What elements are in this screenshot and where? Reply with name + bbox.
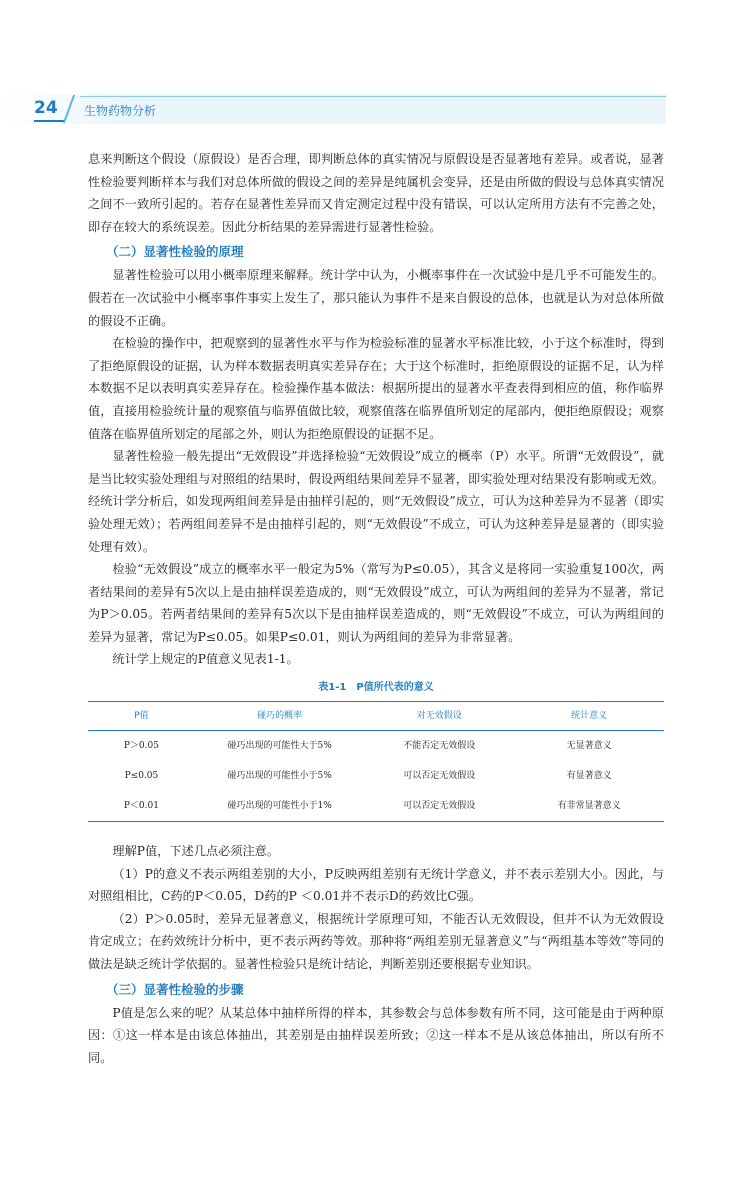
page-header bbox=[0, 94, 666, 124]
table-cell: 碰巧出现的可能性小于1% bbox=[195, 791, 365, 822]
table-header-row bbox=[88, 702, 664, 731]
paragraph: 理解P值，下述几点必须注意。 bbox=[112, 844, 280, 859]
table-cell: 可以否定无效假设 bbox=[403, 770, 476, 781]
table-cell: 可以否定无效假设 bbox=[364, 791, 514, 822]
table-cell: 有非常显著意义 bbox=[514, 791, 664, 822]
paragraph: 显著性检验可以用小概率原理来解释。统计学中认为，小概率事件在一次试验中是几乎不可能发生的。假若在一次试验中小概率事件事实上发生了，那只能认为事件不是来自假设的总体，也就是认为对总体所做的假设不正确。 bbox=[88, 268, 664, 328]
table-cell: P＜0.01 bbox=[88, 791, 195, 822]
table-row bbox=[88, 731, 664, 762]
table-cell: P＞0.05 bbox=[123, 740, 159, 751]
paragraph: （2）P＞0.05时，差异无显著意义，根据统计学原理可知，不能否认无效假设，但并不认为无效假设肯定成立；在药效统计分析中，更不表示两药等效。那种将“两组差别无显著意义”与“两组基本等效”等同的做法是缺乏统计学依据的。显著性检验只是统计结论，判断差别还要根据专业知识。 bbox=[88, 911, 664, 972]
column-header: 对无效假设 bbox=[364, 702, 514, 731]
paragraph: 显著性检验一般先提出“无效假设”并选择检验“无效假设”成立的概率（P）水平。所谓“无效假设”，就是当比较实验处理组与对照组的结果时，假设两组结果间差异不显著，即实验处理对结果没有影响或无效。经统计学分析后，如发现两组间差异是由抽样引起的，则“无效假设”成立，可认为这种差异为不显著（即实验处理无效）；若两组间差异不是由抽样引起的，则“无效假设”不成立，可认为这种差异是显著的（即实验处理有效）。 bbox=[88, 449, 664, 554]
section-heading-steps: （三）显著性检验的步骤 bbox=[106, 981, 244, 997]
page-number-underline bbox=[34, 120, 64, 122]
table-cell: 不能否定无效假设 bbox=[403, 740, 476, 751]
page-number: 24 bbox=[34, 98, 58, 118]
p-value-table bbox=[88, 701, 664, 822]
paragraph: （1）P的意义不表示两组差别的大小，P反映两组差别有无统计学意义，并不表示差别大小。因此，与对照组相比，C药的P＜0.05，D药的P ＜0.01并不表示D的药效比C强。 bbox=[88, 866, 664, 904]
section-heading-principle: （二）显著性检验的原理 bbox=[106, 244, 244, 260]
page-body bbox=[88, 148, 664, 1069]
column-header: P值 bbox=[88, 702, 195, 731]
paragraph: 统计学上规定的P值意义见表1-1。 bbox=[112, 652, 299, 667]
column-header: 统计意义 bbox=[514, 702, 664, 731]
table-caption: 表1-1 P值所代表的意义 bbox=[318, 682, 434, 694]
table-row bbox=[88, 791, 664, 822]
table-cell: 碰巧出现的可能性大于5% bbox=[227, 740, 332, 751]
paragraph: P值是怎么来的呢？从某总体中抽样所得的样本，其参数会与总体参数有所不同，这可能是由于两种原因：①这一样本是由该总体抽出，其差别是由抽样误差所致；②这一样本不是从该总体抽出，所以有所不同。 bbox=[88, 1005, 664, 1065]
table-cell: 有显著意义 bbox=[566, 770, 612, 781]
table-cell: P≤0.05 bbox=[124, 770, 159, 781]
paragraph: 检验“无效假设”成立的概率水平一般定为5%（常写为P≤0.05），其含义是将同一实验重复100次，两者结果间的差异有5次以上是由抽样误差造成的，则“无效假设”成立，可认为两组间的差异为不显著，常记为P＞0.05。若两者结果间的差异有5次以下是由抽样误差造成的，则“无效假设”不成立，可认为两组间的差异为显著，常记为P≤0.05。如果P≤0.01，则认为两组间的差异为非常显著。 bbox=[88, 562, 664, 644]
table-row bbox=[88, 761, 664, 791]
paragraph: 息来判断这个假设（原假设）是否合理，即判断总体的真实情况与原假设是否显著地有差异。或者说，显著性检验要判断样本与我们对总体所做的假设之间的差异是纯属机会变异，还是由所做的假设与总体真实情况之间不一致所引起的。若存在显著性差异而又肯定测定过程中没有错误，可以认定所用方法有不完善之处，即存在较大的系统误差。因此分析结果的差异需进行显著性检验。 bbox=[88, 152, 664, 234]
header-rule bbox=[80, 96, 666, 97]
table-cell: 无显著意义 bbox=[566, 740, 612, 751]
paragraph: 在检验的操作中，把观察到的显著性水平与作为检验标准的显著水平标准比较，小于这个标准时，得到了拒绝原假设的证据，认为样本数据表明真实差异存在；大于这个标准时，拒绝原假设的证据不足，认为样本数据不足以表明真实差异存在。检验操作基本做法：根据所提出的显著水平查表得到相应的值，称作临界值，直接用检验统计量的观察值与临界值做比较，观察值落在临界值所划定的尾部内，便拒绝原假设；观察值落在临界值所划定的尾部之外，则认为拒绝原假设的证据不足。 bbox=[88, 336, 664, 441]
table-cell: 碰巧出现的可能性小于5% bbox=[227, 770, 332, 781]
column-header: 碰巧的概率 bbox=[195, 702, 365, 731]
book-title: 生物药物分析 bbox=[84, 104, 157, 118]
